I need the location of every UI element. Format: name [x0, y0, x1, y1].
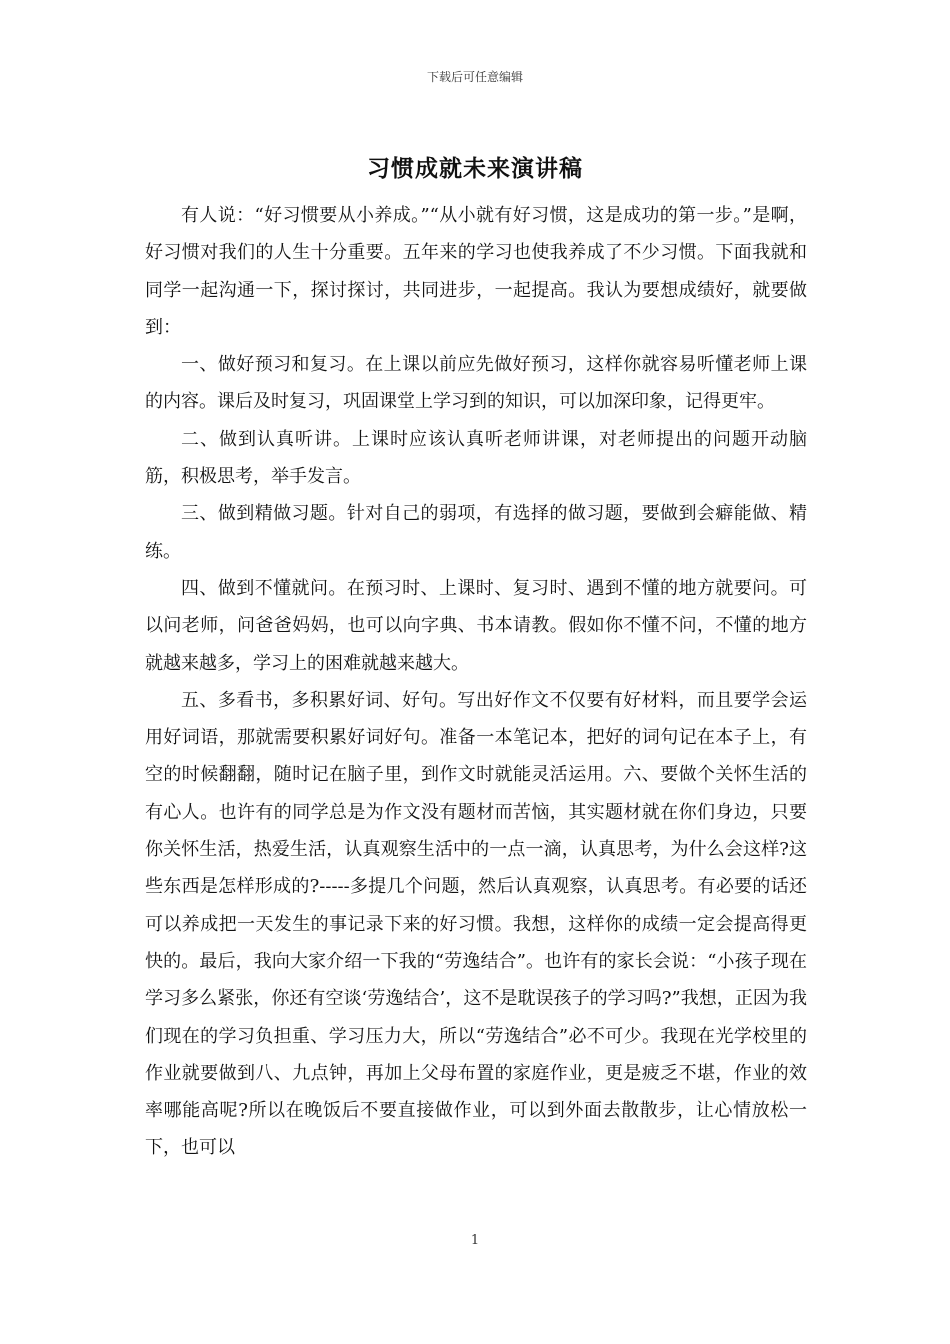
header-note: 下载后可任意编辑 — [426, 70, 523, 84]
paragraph-point-4: 四、做到不懂就问。在预习时、上课时、复习时、遇到不懂的地方就要问。可以问老师，问爸爸妈妈，也可以向字典、书本请教。假如你不懂不问，不懂的地方就越来越多，学习上的困难就越来越大。 — [145, 577, 807, 674]
document-body — [145, 197, 807, 1167]
paragraph-point-1: 一、做好预习和复习。在上课以前应先做好预习，这样你就容易听懂老师上课的内容。课后及时复习，巩固课堂上学习到的知识，可以加深印象，记得更牢。 — [145, 354, 807, 413]
document-title: 习惯成就未来演讲稿 — [367, 156, 583, 182]
paragraph-point-3: 三、做到精做习题。针对自己的弱项，有选择的做习题，要做到会癖能做、精练。 — [145, 503, 807, 562]
page-number: 1 — [470, 1233, 480, 1248]
paragraph-point-5: 五、多看书，多积累好词、好句。写出好作文不仅要有好材料，而且要学会运用好词语，那就需要积累好词好句。准备一本笔记本，把好的词句记在本子上，有空的时候翻翻，随时记在脑子里，到作文时就能灵活运用。六、要做个关怀生活的有心人。也许有的同学总是为作文没有题材而苦恼，其实题材就在你们身边，只要你关怀生活，热爱生活，认真观察生活中的一点一滴，认真思考，为什么会这样?这些东西是怎样形成的?-----多提几个问题，然后认真观察，认真思考。有必要的话还可以养成把一天发生的事记录下来的好习惯。我想，这样你的成绩一定会提高得更快的。最后，我向大家介绍一下我的“劳逸结合”。也许有的家长会说：“小孩子现在学习多么紧张，你还有空谈‘劳逸结合’，这不是耽误孩子的学习吗?”我想，正因为我们现在的学习负担重、学习压力大，所以“劳逸结合”必不可少。我现在光学校里的作业就要做到八、九点钟，再加上父母布置的家庭作业，更是疲乏不堪，作业的效率哪能高呢?所以在晚饭后不要直接做作业，可以到外面去散散步，让心情放松一下，也可以 — [145, 689, 807, 1159]
paragraph-intro: 有人说：“好习惯要从小养成。”“从小就有好习惯，这是成功的第一步。”是啊，好习惯对我们的人生十分重要。五年来的学习也使我养成了不少习惯。下面我就和同学一起沟通一下，探讨探讨，共同进步，一起提高。我认为要想成绩好，就要做到： — [145, 205, 807, 338]
paragraph-point-2: 二、做到认真听讲。上课时应该认真听老师讲课，对老师提出的问题开动脑筋，积极思考，举手发言。 — [145, 428, 807, 488]
